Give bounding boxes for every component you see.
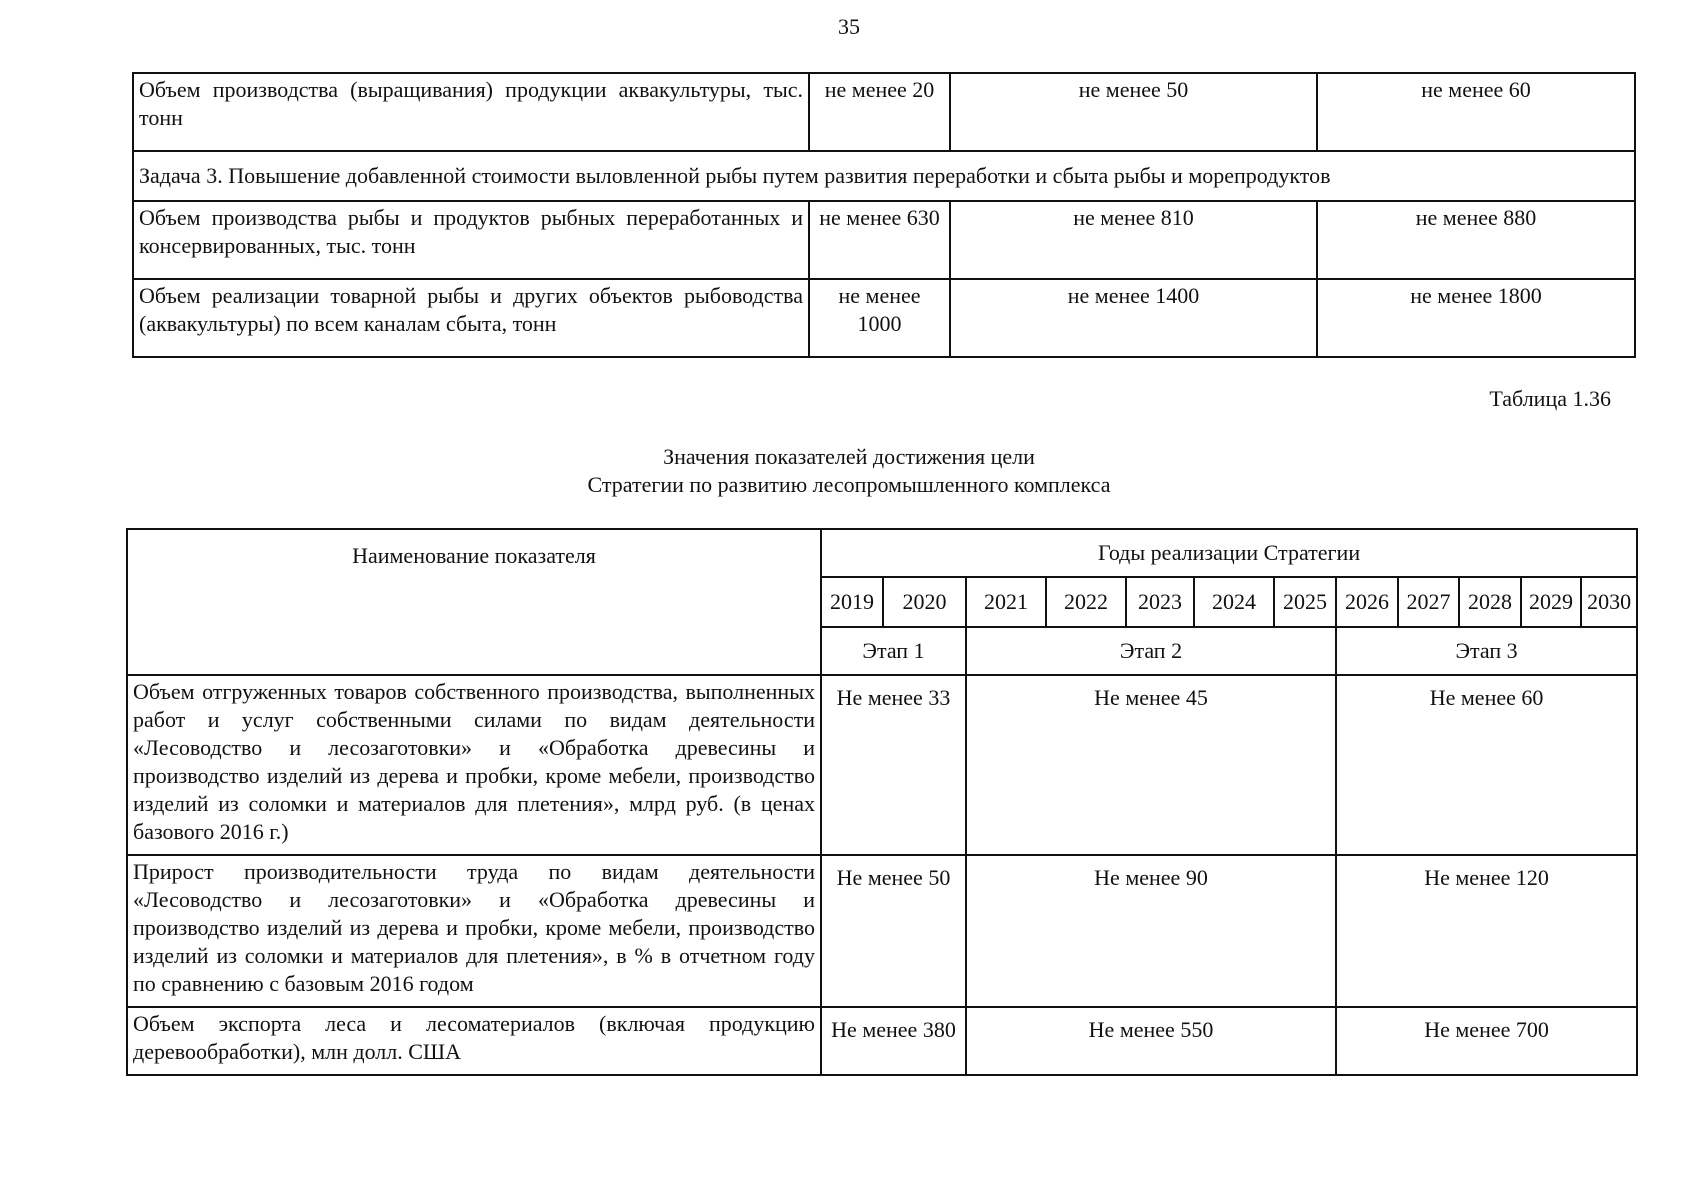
value-cell: Не менее 120 (1336, 855, 1637, 1007)
forestry-indicators-table (126, 528, 1638, 1076)
value-cell: не менее 880 (1317, 201, 1635, 279)
fisheries-indicators-table (132, 72, 1636, 358)
table-row (133, 201, 1635, 279)
column-header-indicator: Наименование показателя (127, 529, 821, 675)
table-title-line-2: Стратегии по развитию лесопромышленного комплекса (587, 472, 1111, 497)
value-cell: не менее 60 (1317, 73, 1635, 151)
year-header: 2021 (966, 577, 1046, 627)
indicator-name: Объем экспорта леса и лесоматериалов (включая продукцию деревообработки), млн долл. США (127, 1007, 821, 1075)
indicator-name: Объем производства (выращивания) продукции аквакультуры, тыс. тонн (133, 73, 809, 151)
table-row (133, 279, 1635, 357)
table-title-line-1: Значения показателей достижения цели (663, 444, 1035, 469)
year-header: 2020 (883, 577, 966, 627)
value-cell: не менее 50 (950, 73, 1317, 151)
year-header: 2025 (1274, 577, 1336, 627)
year-header: 2024 (1194, 577, 1274, 627)
year-header: 2026 (1336, 577, 1398, 627)
value-cell: Не менее 33 (821, 675, 966, 855)
task-row (133, 151, 1635, 201)
year-header: 2030 (1581, 577, 1637, 627)
table-row (127, 855, 1637, 1007)
stage-header: Этап 1 (821, 627, 966, 675)
year-header: 2023 (1126, 577, 1194, 627)
indicator-name: Прирост производительности труда по видам деятельности «Лесоводство и лесозаготовки» и «Обработка древесины и производство изделий из дерева и пробки, кроме мебели, производство изделий из соломки и материалов для плетения», в % в отчетном году по сравнению с базовым 2016 годом (127, 855, 821, 1007)
table-row (133, 73, 1635, 151)
table-row (127, 675, 1637, 855)
column-header-years: Годы реализации Стратегии (821, 529, 1637, 577)
year-header: 2022 (1046, 577, 1126, 627)
table-row (127, 1007, 1637, 1075)
stage-header: Этап 2 (966, 627, 1336, 675)
value-cell: Не менее 380 (821, 1007, 966, 1075)
year-header: 2029 (1521, 577, 1581, 627)
table-title (0, 443, 1698, 499)
value-cell: не менее 1400 (950, 279, 1317, 357)
value-cell: Не менее 550 (966, 1007, 1336, 1075)
value-cell: не менее 20 (809, 73, 950, 151)
value-cell: не менее 1800 (1317, 279, 1635, 357)
year-header: 2028 (1459, 577, 1521, 627)
year-header: 2019 (821, 577, 883, 627)
header-row (127, 529, 1637, 577)
indicator-name: Объем отгруженных товаров собственного производства, выполненных работ и услуг собственными силами по видам деятельности «Лесоводство и лесозаготовки» и «Обработка древесины и производство изделий из дерева и пробки, кроме мебели, производство изделий из соломки и материалов для плетения», млрд руб. (в ценах базового 2016 г.) (127, 675, 821, 855)
value-cell: не менее 810 (950, 201, 1317, 279)
table-label: Таблица 1.36 (1489, 386, 1611, 411)
page-number: 35 (838, 14, 860, 39)
value-cell: Не менее 90 (966, 855, 1336, 1007)
indicator-name: Объем реализации товарной рыбы и других объектов рыбоводства (аквакультуры) по всем каналам сбыта, тонн (133, 279, 809, 357)
value-cell: не менее 630 (809, 201, 950, 279)
value-cell: не менее 1000 (809, 279, 950, 357)
value-cell: Не менее 50 (821, 855, 966, 1007)
task-heading: Задача 3. Повышение добавленной стоимости выловленной рыбы путем развития переработки и сбыта рыбы и морепродуктов (133, 151, 1635, 201)
indicator-name: Объем производства рыбы и продуктов рыбных переработанных и консервированных, тыс. тонн (133, 201, 809, 279)
stage-header: Этап 3 (1336, 627, 1637, 675)
year-header: 2027 (1398, 577, 1459, 627)
value-cell: Не менее 60 (1336, 675, 1637, 855)
value-cell: Не менее 45 (966, 675, 1336, 855)
value-cell: Не менее 700 (1336, 1007, 1637, 1075)
